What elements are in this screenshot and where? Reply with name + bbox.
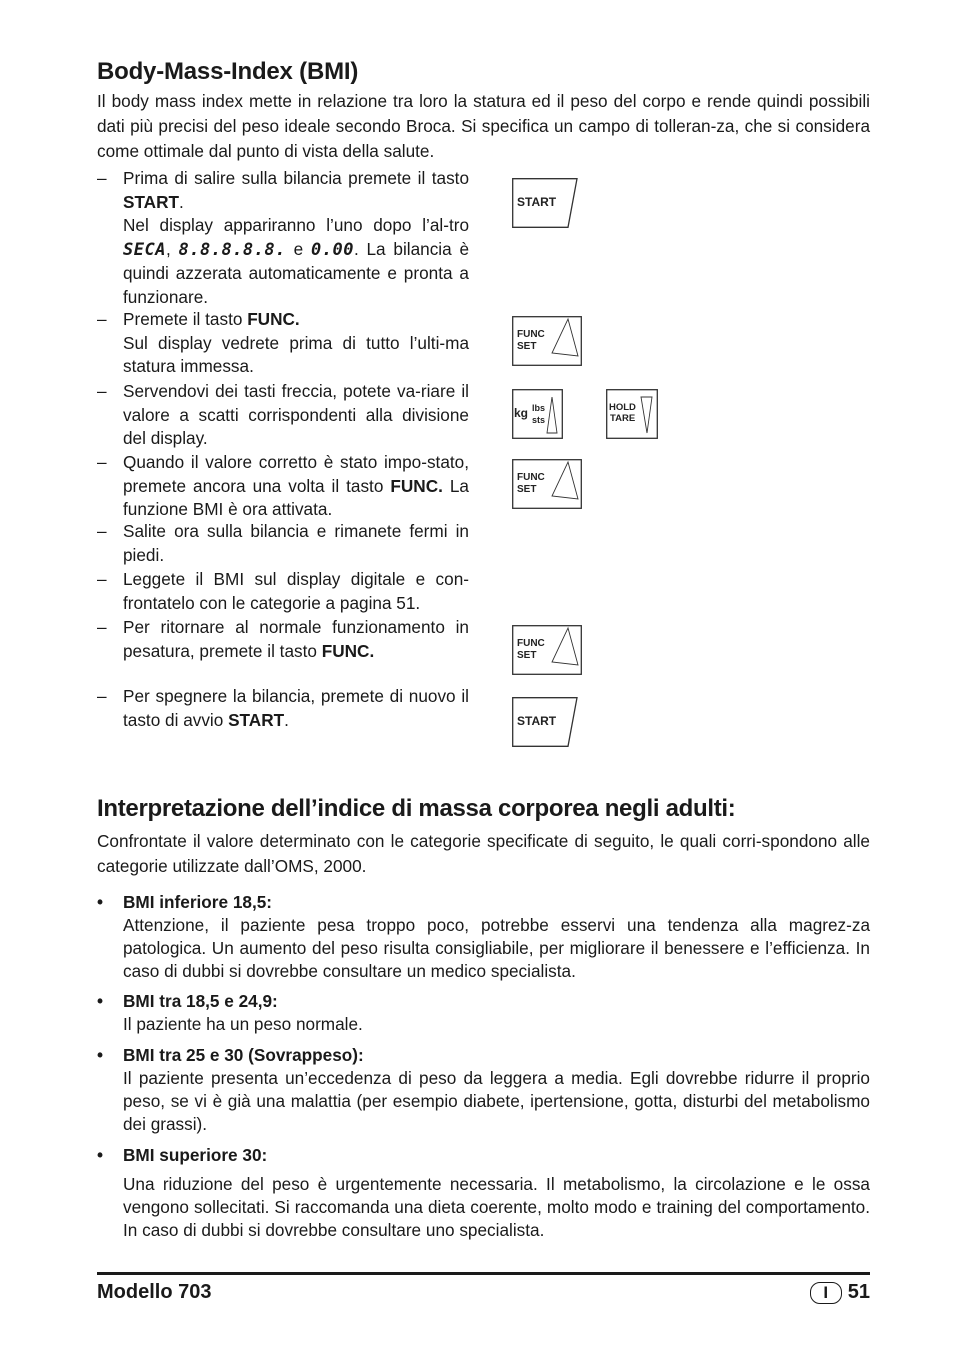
step-dash: – (97, 381, 107, 401)
hold-tare-key-illustration (606, 389, 658, 439)
func-key-label: FUNC (517, 472, 545, 483)
unit-arrow-key-illustration (512, 389, 563, 439)
interpretation-intro-paragraph: Confrontate il valore determinato con le categorie specificate di seguito, le quali corri-spondono alle categorie utilizzate dall’OMS, 2000. (97, 831, 870, 876)
list-item (97, 1044, 870, 1136)
language-badge: I (810, 1282, 842, 1304)
lbs-label: lbs (532, 403, 546, 413)
category-text: Il paziente ha un peso normale. (123, 1014, 363, 1034)
category-title: BMI tra 18,5 e 24,9: (123, 991, 278, 1011)
step-text: Per spegnere la bilancia, premete di nuovo il tasto di avvio (123, 686, 469, 730)
step-text: La funzione BMI è ora attivata. (123, 475, 469, 519)
func-key-ref: FUNC. (247, 309, 300, 329)
step-text: Per ritornare al normale funzionamento in pesatura, premete il tasto (123, 617, 469, 661)
step-text: Sul display vedrete prima di tutto l’ulti-ma statura immessa. (123, 332, 469, 376)
step-dash: – (97, 452, 107, 472)
step-dash: – (97, 686, 107, 706)
category-title: BMI superiore 30: (123, 1145, 268, 1165)
set-key-label: SET (517, 341, 537, 352)
step-item (97, 616, 469, 663)
step-text: Servendovi dei tasti freccia, potete va-riare il valore a scatti corrispondenti alla divisione del display. (123, 381, 469, 448)
category-title: BMI inferiore 18,5: (123, 892, 272, 912)
category-text: Attenzione, il paziente pesa troppo poco, potrebbe esservi una tendenza alla magrez-za patologica. Un aumento del peso risulta consigliabile, per migliorare il benessere e l’efficienza. In caso di dubbi si dovrebbe consultare un medico specialista. (123, 915, 870, 981)
step-item (97, 167, 469, 309)
step-text: e (285, 238, 311, 259)
bullet-dot: • (97, 1145, 104, 1165)
bullet-dot: • (97, 892, 104, 912)
display-test-readout: 8.8.8.8.8. (178, 239, 286, 260)
func-key-ref: FUNC. (390, 475, 443, 496)
start-key-illustration (512, 178, 578, 228)
tare-label: TARE (610, 413, 636, 424)
step-text: Premete il tasto (123, 309, 248, 329)
section-title-bmi: Body-Mass-Index (BMI) (97, 58, 359, 85)
func-set-key-illustration (512, 316, 582, 366)
start-key-ref: START (228, 709, 285, 730)
display-seca-readout: SECA (123, 239, 166, 260)
start-key-ref: START (123, 191, 180, 212)
list-item (97, 990, 870, 1036)
category-text: Il paziente presenta un’eccedenza di peso da leggera a media. Egli dovrebbe ridurre il proprio peso, se vi è già una malattia (per esempio diabete, ipertensione, gotta, disturbi del metabolismo dei grassi). (123, 1068, 870, 1134)
step-text: . (284, 709, 289, 730)
section-title-interpretation: Interpretazione dell’indice di massa corporea negli adulti: (97, 795, 736, 822)
step-dash: – (97, 617, 107, 637)
bullet-dot: • (97, 1045, 104, 1065)
step-item (97, 451, 469, 522)
step-item (97, 308, 469, 379)
step-dash: – (97, 309, 107, 329)
func-key-ref: FUNC. (321, 640, 375, 661)
step-text: . (179, 191, 184, 212)
step-text: , (165, 238, 179, 259)
kg-label: kg (514, 406, 529, 420)
step-text: Salite ora sulla bilancia e rimanete fermi in piedi. (123, 521, 469, 565)
category-text: Una riduzione del peso è urgentemente necessaria. Il metabolismo, la circolazione e le ossa vengono sollecitati. Si raccomanda una dieta coerente, molto modo e training del comportamento. In caso di dubbi si dovrebbe consultare uno specialista. (123, 1174, 870, 1240)
func-set-key-illustration (512, 459, 582, 509)
func-set-key-illustration (512, 625, 582, 675)
list-item (97, 891, 870, 983)
bmi-intro-paragraph: Il body mass index mette in relazione tra loro la statura ed il peso del corpo e rende quindi possibili dati più precisi del peso ideale secondo Broca. Si specifica un campo di tolleran-za, che si considera come ottimale dal punto di vista della salute. (97, 91, 870, 161)
step-text: . La bilancia è quindi azzerata automaticamente e pronta a funzionare. (123, 238, 469, 307)
bullet-dot: • (97, 991, 104, 1011)
display-zero-readout: 0.00 (310, 239, 354, 260)
set-key-label: SET (517, 484, 537, 495)
footer-page-info (810, 1281, 870, 1304)
func-key-label: FUNC (517, 329, 545, 340)
step-dash: – (97, 168, 107, 188)
step-item (97, 520, 469, 567)
step-item (97, 380, 469, 451)
step-item (97, 568, 469, 615)
sts-label: sts (532, 415, 546, 425)
list-item (97, 1144, 870, 1242)
page-number: 51 (847, 1281, 870, 1303)
set-key-label: SET (517, 650, 537, 661)
step-text: Quando il valore corretto è stato impo-stato, premete ancora una volta il tasto (123, 452, 469, 496)
start-key-label: START (517, 714, 557, 728)
hold-label: HOLD (609, 402, 636, 413)
footer-model-name: Modello 703 (97, 1281, 212, 1303)
category-title: BMI tra 25 e 30 (Sovrappeso): (123, 1045, 364, 1065)
step-text: Nel display appariranno l’uno dopo l’al-tro (123, 215, 469, 235)
footer-divider (97, 1272, 870, 1275)
func-key-label: FUNC (517, 638, 545, 649)
step-item (97, 685, 469, 732)
step-dash: – (97, 521, 107, 541)
start-key-illustration (512, 697, 578, 747)
step-dash: – (97, 569, 107, 589)
step-text: Leggete il BMI sul display digitale e con-frontatelo con le categorie a pagina 51. (123, 569, 469, 613)
step-text: Prima di salire sulla bilancia premete il tasto (123, 168, 469, 188)
start-key-label: START (517, 195, 557, 209)
